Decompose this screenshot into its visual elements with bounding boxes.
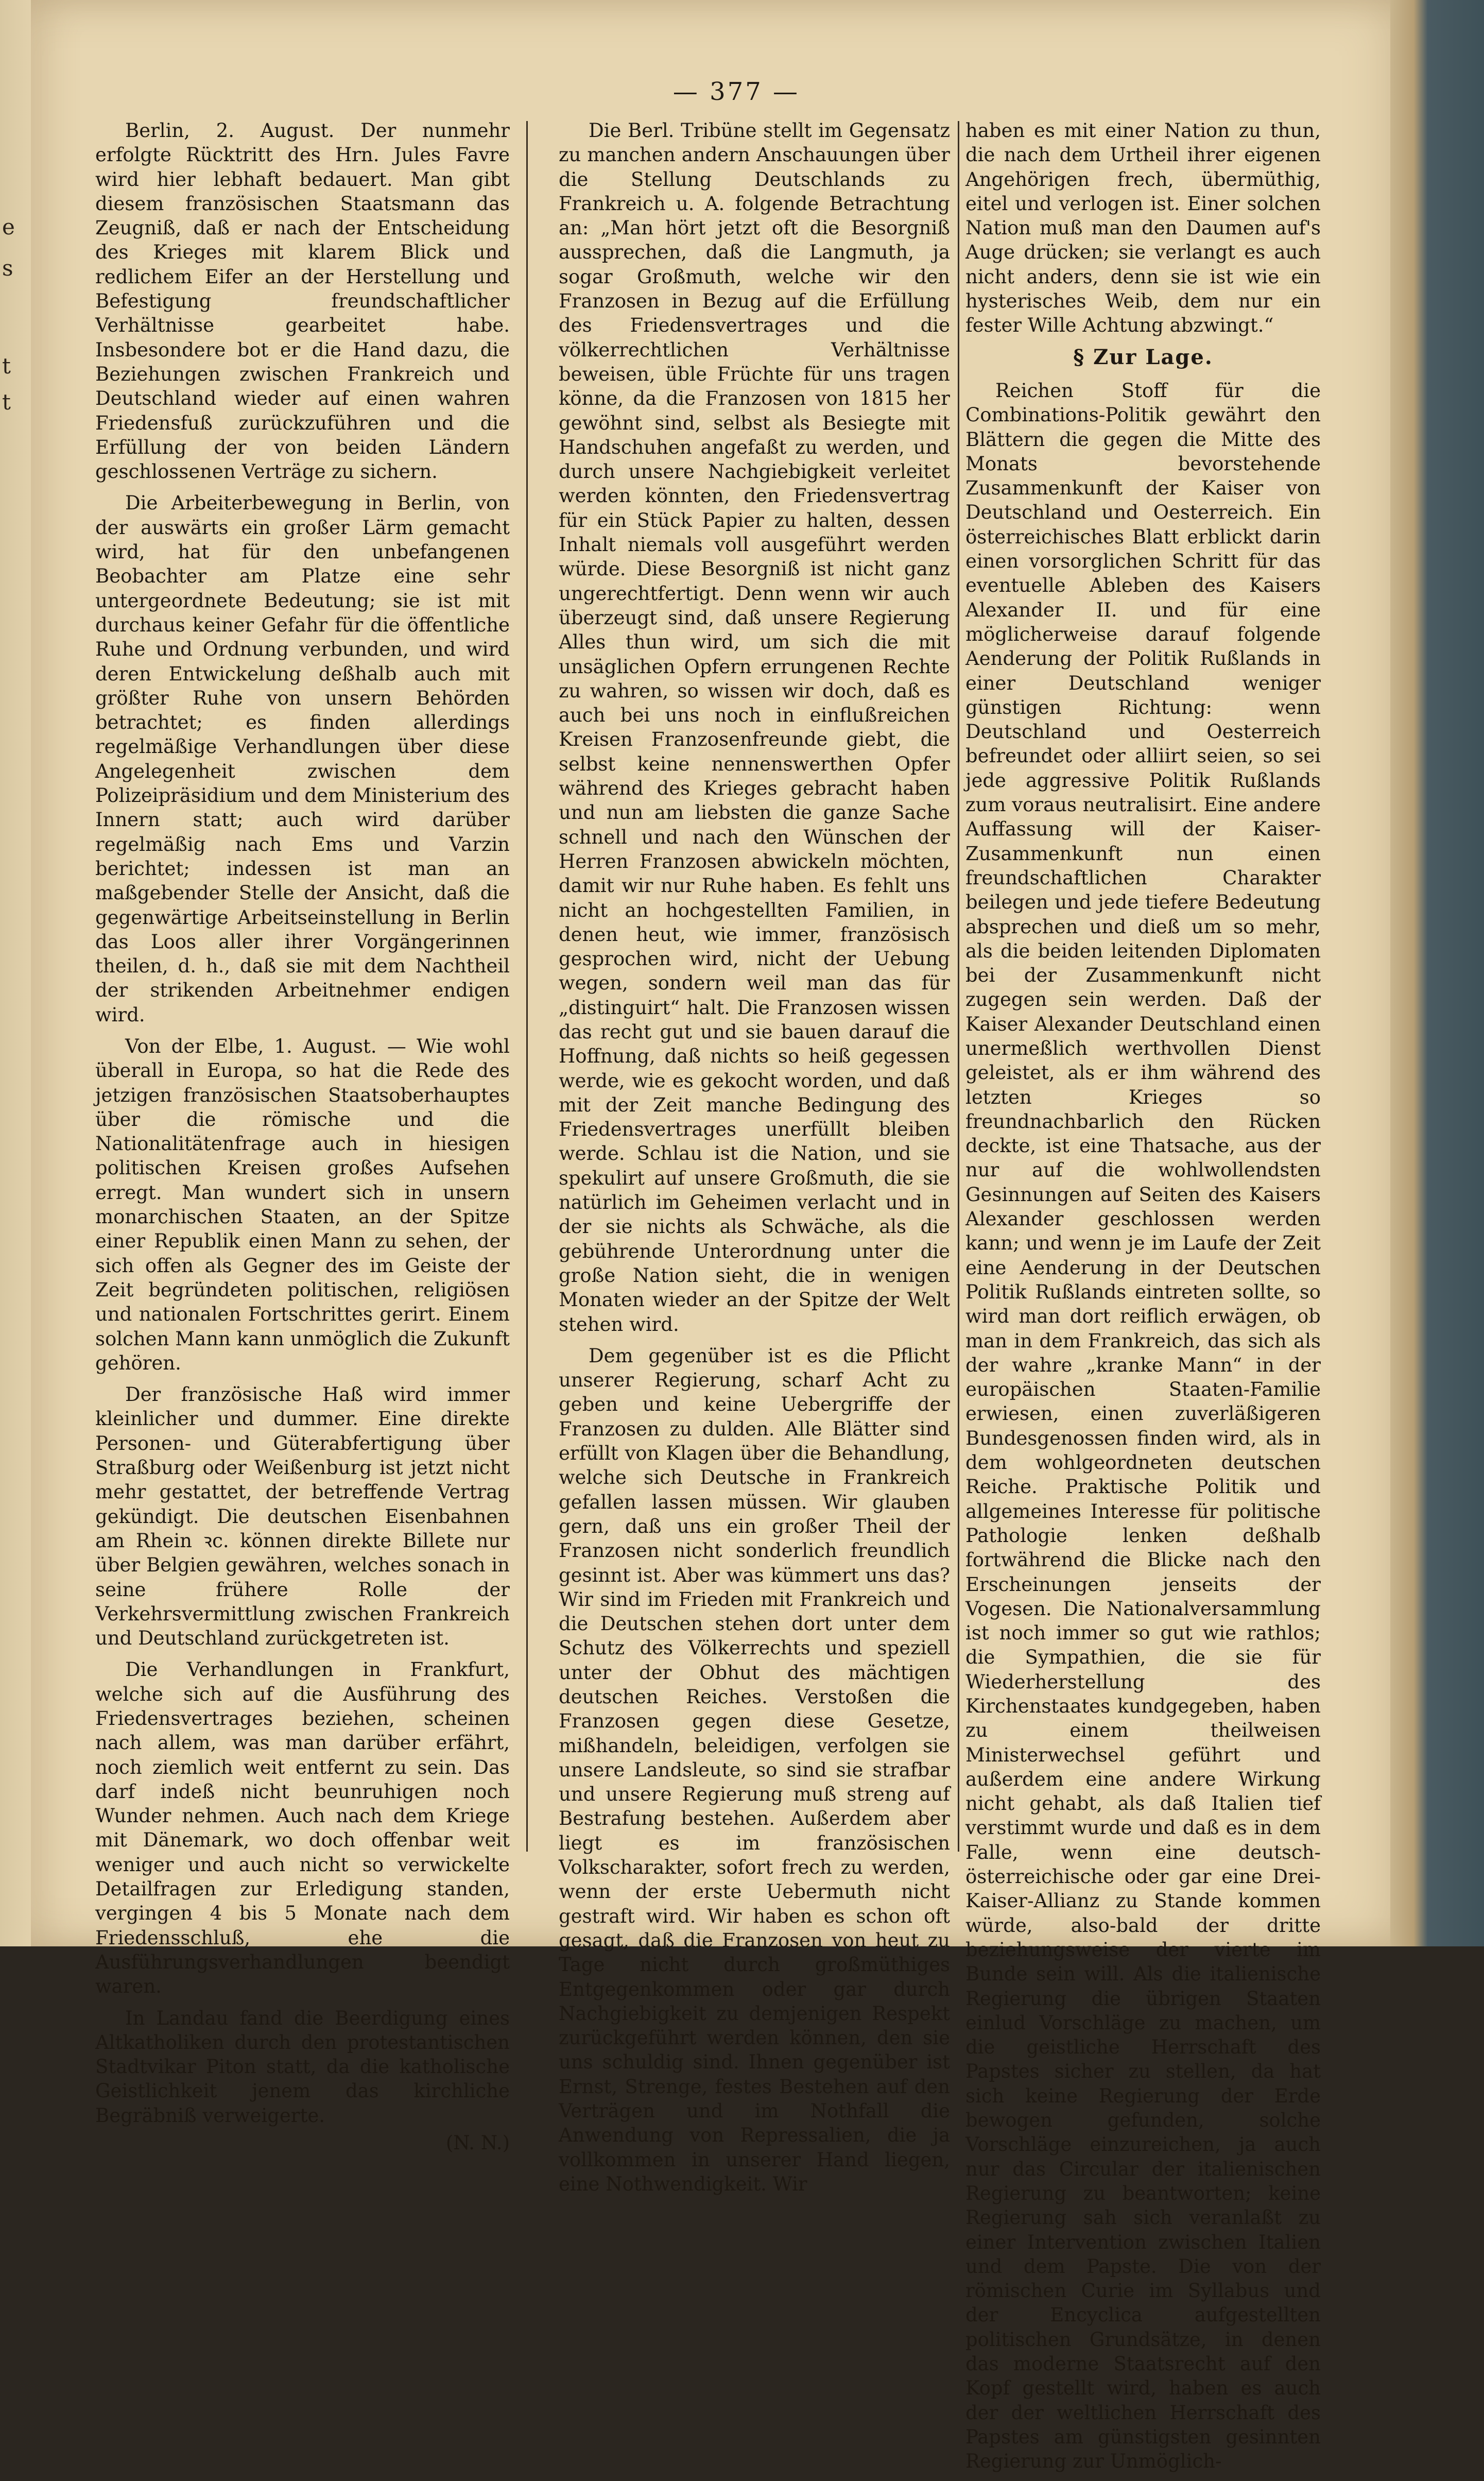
article-zur-lage: Reichen Stoff für die Combinations-Politik gewährt den Blättern die gegen die Mitte des Monats bevorstehende Zusammenkunft der Kaiser von Deutschland und Oesterreich. Ein österreichisches Blatt erblickt darin einen vorsorglichen Schritt für das eventuelle Ableben des Kaisers Alexander II. und für eine möglicherweise darauf folgende Aenderung der Politik Rußlands in einer Deutschland weniger günstigen Richtung: wenn Deutschland und Oesterreich befreundet oder alliirt seien, so sei jede aggressive Politik Rußlands zum voraus neutralisirt. Eine andere Auffassung will der Kaiser-Zusammenkunft nun einen freundschaftlichen Charakter beilegen und jede tiefere Bedeutung absprechen und dieß um so mehr, als die beiden leitenden Diplomaten bei der Zusammenkunft nicht zugegen sein werden. Daß der Kaiser Alexander Deutschland einen unermeßlich werthvollen Dienst geleistet, als er ihm während des letzten Krieges so freundnachbarlich den Rücken deckte, ist eine Thatsache, aus der nur auf die wohlwollendsten Gesinnungen auf Seiten des Kaisers Alexander geschlossen werden kann; und wenn je im Laufe der Zeit eine Aenderung in der Deutschen Politik Rußlands eintreten sollte, so wird man dort reiflich erwägen, ob man in dem Frankreich, das sich als der wahre „kranke Mann“ in der europäischen Staaten-Familie erwiesen, einen zuverläßigeren Bundesgenossen finden wird, als in dem wohlgeordneten deutschen Reiche. Praktische Politik und allgemeines Interesse für politische Pathologie lenken deßhalb fortwährend die Blicke nach den Erscheinungen jenseits der Vogesen. Die Nationalversammlung ist noch immer so gut wie rathlos; die Sympathien, die sie für Wiederherstellung des Kirchenstaates kundgegeben, haben zu einem theilweisen Ministerwechsel geführt und außerdem eine andere Wirkung nicht gehabt, als daß Italien tief verstimmt wurde und daß es in dem Falle, wenn eine deutsch-österreichische oder gar eine Drei-Kaiser-Allianz zu Stande kommen würde, also-bald der dritte beziehungsweise der vierte im Bunde sein will. Als die italienische Regierung die übrigen Staaten einlud Vorschläge zu machen, um die geistliche Herrschaft des Papstes sicher zu stellen, da hat sich keine Regierung der Erde bewogen gefunden, solche Vorschläge einzureichen, ja auch nur das Circular der italienischen Regierung zu beantworten; keine Regierung sah sich veranlaßt zu einer Intervention zwischen Italien und dem Papste. Die von der römischen Curie im Syllabus und der Encyclica aufgestellten politischen Grundsätze, in denen das moderne Staatsrecht auf den Kopf gestellt wird, haben es auch der der weltlichen Herrschaft des Papstes am günstigsten gesinnten Regierung zur Unmöglich- [965, 379, 1321, 2473]
newspaper-page [31, 0, 1421, 2473]
margin-fragment: s [2, 255, 13, 281]
article-elbe: Von der Elbe, 1. August. — Wie wohl überall in Europa, so hat die Rede des jetzigen französischen Staatsoberhauptes über die römische und die Nationalitätenfrage auch in hiesigen politischen Kreisen großes Aufsehen erregt. Man wundert sich in unsern monarchischen Staaten, an der Spitze einer Republik einen Mann zu sehen, der sich offen als Gegner des im Geiste der Zeit begründeten politischen, religiösen und nationalen Fortschrittes gerirt. Einem solchen Mann kann unmöglich die Zukunft gehören. [95, 1035, 510, 1374]
column-right [965, 118, 1321, 2481]
margin-fragment: t [2, 389, 11, 415]
article-workers-movement: Die Arbeiterbewegung in Berlin, von der auswärts ein großer Lärm gemacht wird, hat für den unbefangenen Beobachter am Platze eine sehr untergeordnete Bedeutung; sie ist mit durchaus keiner Gefahr für die öffentliche Ruhe und Ordnung verbunden, und wird deren Entwickelung deßhalb auch mit größter Ruhe von unsern Behörden betrachtet; es finden allerdings regelmäßige Verhandlungen über diese Angelegenheit zwischen dem Polizeipräsidium und dem Ministerium des Innern statt; auch wird darüber regelmäßig nach Ems und Varzin berichtet; indessen ist man an maßgebender Stelle der Ansicht, daß die gegenwärtige Arbeitseinstellung in Berlin das Loos aller ihrer Vorgängerinnen theilen, d. h., daß sie mit dem Nachtheil der strikenden Arbeitnehmer endigen wird. [95, 492, 510, 1026]
article-berl-tribune: Die Berl. Tribüne stellt im Gegensatz zu manchen andern Anschauungen über die Stellung Deutschlands zu Frankreich u. A. folgende Betrachtung an: „Man hört jetzt oft die Besorgniß aussprechen, daß die Langmuth, ja sogar Großmuth, welche wir den Franzosen in Bezug auf die Erfüllung des Friedensvertrages und die völkerrechtlichen Verhältnisse beweisen, üble Früchte für uns tragen könne, da die Franzosen von 1815 her gewöhnt sind, selbst als Besiegte mit Handschuhen angefaßt zu werden, und durch unsere Nachgiebigkeit verleitet werden könnten, den Friedensvertrag für ein Stück Papier zu halten, dessen Inhalt niemals voll ausgeführt werden würde. Diese Besorgniß ist nicht ganz ungerechtfertigt. Denn wenn wir auch überzeugt sind, daß unsere Regierung Alles thun wird, um sich die mit unsäglichen Opfern errungenen Rechte zu wahren, so wissen wir doch, daß es auch bei uns noch in einflußreichen Kreisen Franzosenfreunde giebt, die selbst keine nennenswerthen Opfer während des Krieges gebracht haben und nun am liebsten die ganze Sache schnell und nach den Wünschen der Herren Franzosen abwickeln möchten, damit wir nur Ruhe haben. Es fehlt uns nicht an hochgestellten Familien, in denen heut, wie immer, französisch gesprochen wird, nicht der Uebung wegen, sondern weil man das für „distinguirt“ halt. Die Franzosen wissen das recht gut und sie bauen darauf die Hoffnung, daß nichts so heiß gegessen werde, wie es gekocht worden, und daß mit der Zeit manche Bedingung des Friedensvertrages unerfüllt bleiben werde. Schlau ist die Nation, und sie spekulirt auf unsere Großmuth, die sie natürlich im Geheimen verlacht und in der sie nichts als Schwäche, als die gebührende Unterordnung unter die große Nation sieht, die in wenigen Monaten wieder an der Spitze der Welt stehen wird. [559, 119, 950, 1336]
page-number: — 377 — [672, 77, 800, 106]
page-left-edge [0, 0, 31, 1946]
margin-fragment: t [2, 353, 11, 379]
column-divider [958, 121, 959, 1852]
section-heading: § Zur Lage. [1073, 345, 1213, 369]
article-french-hate: Der französische Haß wird immer kleinlicher und dummer. Eine direkte Personen- und Güterabfertigung über Straßburg oder Weißenburg ist jetzt nicht mehr gestattet, der betreffende Vertrag gekündigt. Die deutschen Eisenbahnen am Rhein ꝛc. können direkte Billete nur über Belgien gewähren, welches sonach in seine frühere Rolle der Verkehrsvermittlung zwischen Frankreich und Deutschland zurückgetreten ist. [95, 1383, 510, 1650]
column-divider [526, 121, 528, 1852]
article-landau: In Landau fand die Beerdigung eines Altkatholiken durch den protestantischen Stadtvikar Piton statt, da die katholische Geistlichkeit jenem das kirchliche Begräbniß verweigerte. [95, 2007, 510, 2127]
article-continuation: haben es mit einer Nation zu thun, die nach dem Urtheil ihrer eigenen Angehörigen frech, übermüthig, eitel und verlogen ist. Einer solchen Nation muß man den Daumen auf's Auge drücken; sie verlangt es auch nicht anders, denn sie ist wie ein hysterisches Weib, dem nur ein fester Wille Achtung abzwingt.“ [965, 119, 1321, 337]
column-middle [559, 118, 950, 2203]
article-government-duty: Dem gegenüber ist es die Pflicht unserer Regierung, scharf Acht zu geben und keine Uebergriffe der Franzosen zu dulden. Alle Blätter sind erfüllt von Klagen über die Behandlung, welche sich Deutsche in Frankreich gefallen lassen müssen. Wir glauben gern, daß uns ein großer Theil der Franzosen nicht sonderlich freundlich gesinnt ist. Aber was kümmert uns das? Wir sind im Frieden mit Frankreich und die Deutschen stehen dort unter dem Schutz des Völkerrechts und speziell unter der Obhut des mächtigen deutschen Reiches. Verstoßen die Franzosen gegen diese Gesetze, mißhandeln, beleidigen, verfolgen sie unsere Landsleute, so sind sie strafbar und unsere Regierung muß streng auf Bestrafung bestehen. Außerdem aber liegt es im französischen Volkscharakter, sofort frech zu werden, wenn der erste Uebermuth nicht gestraft wird. Wir haben es schon oft gesagt, daß die Franzosen von heut zu Tage nicht durch großmüthiges Entgegenkommen oder gar durch Nachgiebigkeit zu demjenigen Respekt zurückgeführt werden können, den sie uns schuldig sind. Ihnen gegenüber ist Ernst, Strenge, festes Bestehen auf den Verträgen und im Nothfall die Anwendung von Repressalien, die ja vollkommen in unserer Hand liegen, eine Nothwendigkeit. Wir [559, 1344, 950, 2195]
attribution: (N. N.) [445, 2132, 510, 2154]
book-spine-edge [1390, 0, 1484, 1946]
column-left [95, 118, 510, 2162]
article-frankfurt-negotiations: Die Verhandlungen in Frankfurt, welche sich auf die Ausführung des Friedensvertrages beziehen, scheinen nach allem, was man darüber erfährt, noch ziemlich weit entfernt zu sein. Das darf indeß nicht beunruhigen noch Wunder nehmen. Auch nach dem Kriege mit Dänemark, wo doch offenbar weit weniger und auch nicht so verwickelte Detailfragen zur Erledigung standen, vergingen 4 bis 5 Monate nach dem Friedensschluß, ehe die Ausführungsverhandlungen beendigt waren. [95, 1658, 510, 1998]
article-berlin: Berlin, 2. August. Der nunmehr erfolgte Rücktritt des Hrn. Jules Favre wird hier lebhaft bedauert. Man gibt diesem französischen Staatsmann das Zeugniß, daß er nach der Entscheidung des Krieges mit klarem Blick und redlichem Eifer an der Herstellung und Befestigung freundschaftlicher Verhältnisse gearbeitet habe. Insbesondere bot er die Hand dazu, die Beziehungen zwischen Frankreich und Deutschland wieder auf einen wahren Friedensfuß zurückzuführen und die Erfüllung der von beiden Ländern geschlossenen Verträge zu sichern. [95, 119, 510, 483]
margin-fragment: e [2, 214, 15, 239]
